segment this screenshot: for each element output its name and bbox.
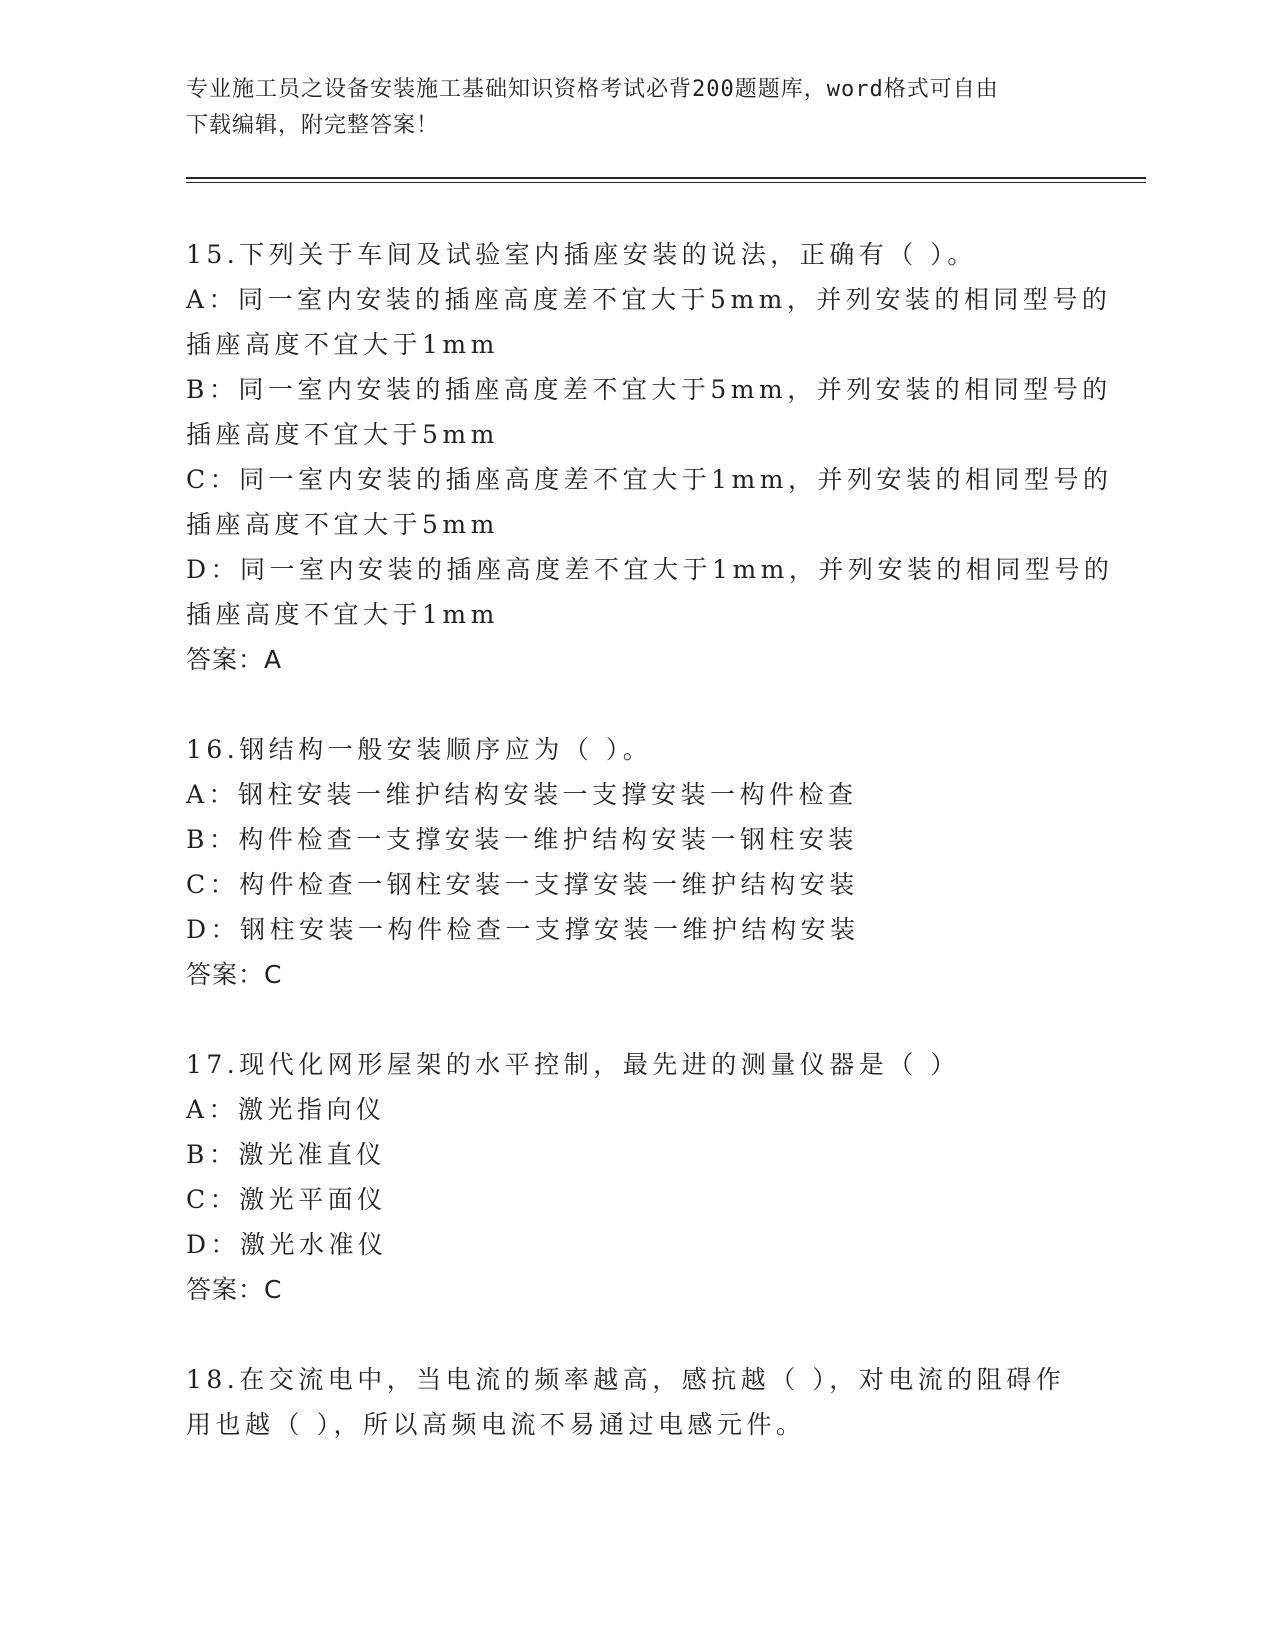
- option-a: A：钢柱安装一维护结构安装一支撑安装一构件检查: [186, 780, 858, 809]
- option-c: C：激光平面仪: [186, 1185, 387, 1214]
- option-c-line-2: 插座高度不宜大于5mm: [186, 510, 499, 539]
- question-stem-line-2: 用也越（ ），所以高频电流不易通过电感元件。: [186, 1410, 806, 1439]
- option-a-line-2: 插座高度不宜大于1mm: [186, 330, 499, 359]
- question-stem-line-1: 18.在交流电中，当电流的频率越高，感抗越（ ），对电流的阻碍作: [186, 1365, 1066, 1394]
- question-stem: 15.下列关于车间及试验室内插座安装的说法，正确有（ ）。: [186, 240, 977, 269]
- question-18: [186, 1357, 1086, 1447]
- question-stem: 16.钢结构一般安装顺序应为（ ）。: [186, 735, 653, 764]
- option-d-line-2: 插座高度不宜大于1mm: [186, 600, 499, 629]
- header-divider-thick: [186, 177, 1146, 179]
- question-list: [186, 232, 1114, 1492]
- option-b: B：激光准直仪: [186, 1140, 386, 1169]
- header-divider-thin: [186, 182, 1146, 183]
- document-header: [186, 72, 1066, 144]
- question-17: [186, 1042, 1086, 1312]
- option-d-line-1: D：同一室内安装的插座高度差不宜大于1mm，并列安装的相同型号的: [186, 555, 1114, 584]
- question-stem: 17.现代化网形屋架的水平控制，最先进的测量仪器是（ ）: [186, 1050, 960, 1079]
- answer-label: 答案：C: [186, 960, 283, 989]
- header-line-2: 下载编辑，附完整答案！: [186, 113, 440, 138]
- option-a-line-1: A：同一室内安装的插座高度差不宜大于5mm，并列安装的相同型号的: [186, 285, 1112, 314]
- question-15: [186, 232, 1114, 682]
- option-b-line-1: B：同一室内安装的插座高度差不宜大于5mm，并列安装的相同型号的: [186, 375, 1112, 404]
- option-c-line-1: C：同一室内安装的插座高度差不宜大于1mm，并列安装的相同型号的: [186, 465, 1113, 494]
- option-b-line-2: 插座高度不宜大于5mm: [186, 420, 499, 449]
- answer-label: 答案：C: [186, 1275, 283, 1304]
- header-line-1: 专业施工员之设备安装施工基础知识资格考试必背200题题库，word格式可自由: [186, 77, 999, 102]
- option-c: C：构件检查一钢柱安装一支撑安装一维护结构安装: [186, 870, 859, 899]
- answer-label: 答案：A: [186, 645, 283, 674]
- option-d: D：激光水准仪: [186, 1230, 388, 1259]
- option-b: B：构件检查一支撑安装一维护结构安装一钢柱安装: [186, 825, 858, 854]
- option-a: A：激光指向仪: [186, 1095, 386, 1124]
- question-16: [186, 727, 1086, 997]
- option-d: D：钢柱安装一构件检查一支撑安装一维护结构安装: [186, 915, 860, 944]
